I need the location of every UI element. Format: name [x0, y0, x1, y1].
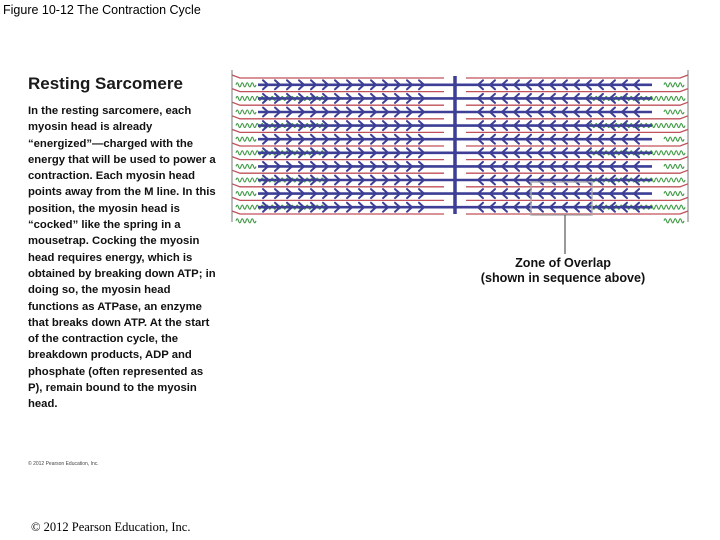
actin-filament-right — [466, 211, 688, 214]
figure-title: Figure 10-12 The Contraction Cycle — [3, 3, 201, 17]
actin-filament-right — [466, 89, 688, 92]
actin-filament-right — [466, 197, 688, 200]
titin-left — [236, 219, 256, 223]
titin-right — [664, 83, 684, 87]
copyright: © 2012 Pearson Education, Inc. — [31, 520, 191, 534]
actin-filament-right — [466, 157, 688, 160]
titin-right — [664, 192, 684, 196]
titin-right — [664, 110, 684, 114]
publisher-credit: © 2012 Pearson Education, Inc. — [28, 461, 99, 467]
actin-filament-right — [466, 102, 688, 105]
titin-right — [664, 219, 684, 223]
actin-filament-right — [466, 184, 688, 187]
titin-left — [236, 192, 256, 196]
panel-heading: Resting Sarcomere — [28, 74, 183, 93]
titin-left — [236, 110, 256, 114]
zone-of-overlap-subtitle: (shown in sequence above) — [480, 271, 646, 285]
titin-right — [664, 164, 684, 168]
titin-left — [236, 83, 256, 87]
actin-filament-right — [466, 143, 688, 146]
actin-filament-right — [466, 75, 688, 78]
panel-description: In the resting sarcomere, each myosin head is already “energized”—charged with the energy that will be used to power a contraction. Each myosin head points away from the M line. In this position, the myosin head is “cocked” like the spring in a mousetrap. Cocking the myosin head requires energy, which is obtained by breaking down ATP; in doing so, the myosin head functions as ATPase, an enzyme that breaks down ATP. At the start of the contraction cycle, the breakdown products, ADP and phosphate (often represented as P), remain bound to the myosin head. — [28, 105, 216, 411]
actin-filament-right — [466, 129, 688, 132]
titin-left — [236, 137, 256, 141]
titin-right — [664, 137, 684, 141]
actin-filament-right — [466, 116, 688, 119]
actin-filaments — [232, 70, 688, 222]
zone-of-overlap-label — [440, 256, 686, 286]
actin-filament-right — [466, 170, 688, 173]
actin-filament-left — [232, 75, 444, 78]
zone-of-overlap-title: Zone of Overlap — [515, 256, 611, 270]
titin-left — [236, 164, 256, 168]
